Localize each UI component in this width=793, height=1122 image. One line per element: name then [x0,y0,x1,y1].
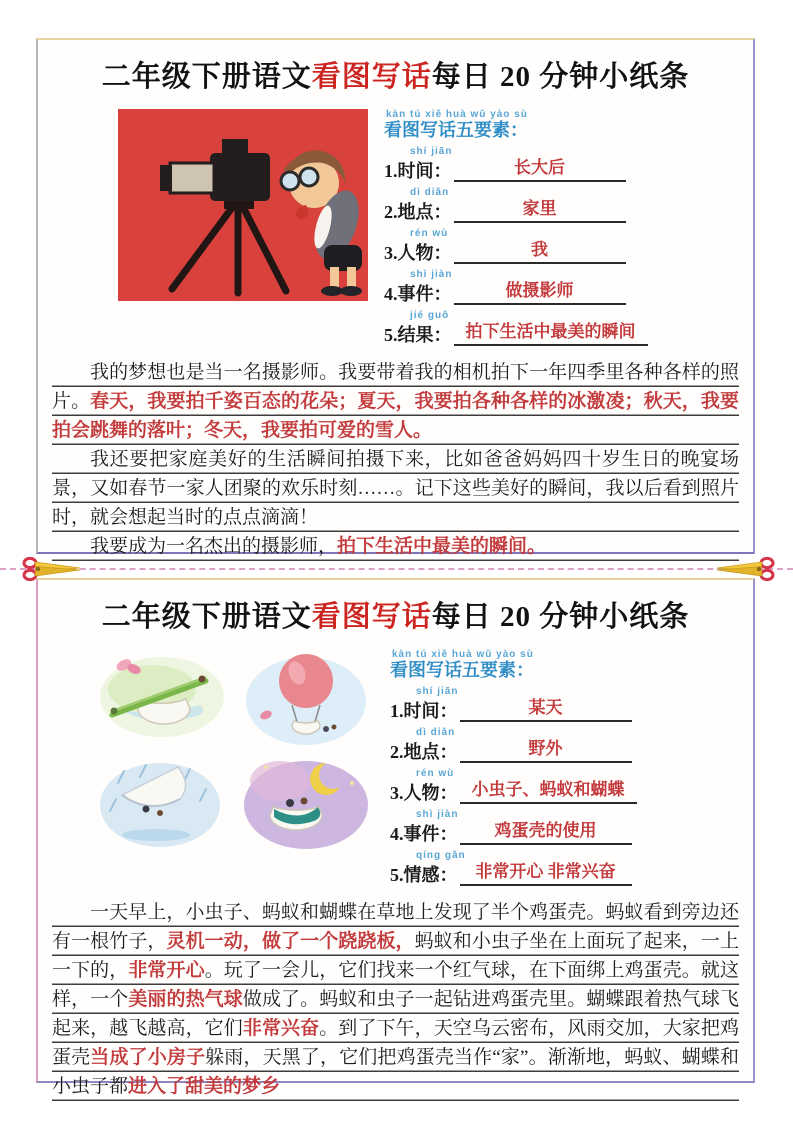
five-elements-panel [390,649,753,886]
element-value: 家里 [522,199,557,218]
body-paragraph [52,445,739,532]
element-item [390,809,735,845]
slip-title [48,54,743,95]
element-label: 5.情感： [390,865,458,885]
body-phrase: 我的梦想也是当一名摄影师。我要带着我的相机拍下一年四季里各种各样的照片。 [52,362,739,412]
title-highlight: 看图写话 [311,61,432,93]
highlighted-phrase: 当成了小房子 [90,1047,206,1068]
element-label: 5.结果： [384,325,452,345]
body-paragraph [52,898,739,1101]
header-text: 看图写话五要素： [390,660,534,680]
element-value-underline [460,779,637,804]
element-value-underline [454,198,626,223]
element-item [390,768,735,804]
title-pre: 二年级下册语文 [101,601,312,633]
title-post: 每日 20 分钟小纸条 [431,61,690,93]
composition-text [52,898,739,1101]
element-pinyin: shì jiàn [416,809,459,820]
slip-content-row [38,109,753,346]
element-value-underline [454,157,626,182]
photographer-image [118,109,368,301]
element-pinyin: rén wù [416,768,455,779]
body-phrase: 躲雨，天黑了，它们把鸡蛋壳当作“家”。渐渐地，蚂蚁、蝴蝶和小虫子都 [52,1047,739,1097]
header-pinyin: kàn tú xiě huà wǔ yào sù [386,109,528,120]
element-value: 鸡蛋壳的使用 [494,821,597,840]
element-value-underline [454,239,626,264]
element-pinyin: shí jiān [416,686,459,697]
element-pinyin: jié guǒ [410,310,450,321]
elements-list [384,146,735,346]
panel-night [244,761,368,849]
highlighted-phrase: 美丽的热气球 [128,989,243,1010]
panel-balloon [246,654,366,745]
element-value-underline [454,280,626,305]
title-post: 每日 20 分钟小纸条 [431,601,690,633]
five-elements-panel [384,109,753,346]
highlighted-phrase: 非常兴奋 [242,1018,320,1039]
element-value-underline [460,861,632,886]
element-value-underline [460,820,632,845]
header-text: 看图写话五要素： [384,120,528,140]
header-pinyin: kàn tú xiě huà wǔ yào sù [392,649,534,660]
element-item [390,686,735,722]
element-value: 我 [531,240,548,259]
element-item [384,269,735,305]
element-item [384,310,735,346]
slip-content-row [38,649,753,886]
photographer-illustration [118,109,368,301]
element-label: 4.事件： [384,284,452,304]
slip-title [48,594,743,635]
element-label: 1.时间： [390,701,458,721]
element-value: 某天 [528,698,563,717]
element-label: 2.地点： [390,742,458,762]
element-label: 4.事件： [390,824,458,844]
element-value: 长大后 [514,158,565,177]
highlighted-phrase: 拍下生活中最美的瞬间。 [337,536,547,557]
element-pinyin: dì diǎn [416,727,456,738]
title-pre: 二年级下册语文 [101,61,312,93]
element-label: 2.地点： [384,202,452,222]
element-pinyin: rén wù [410,228,449,239]
element-value-underline [454,321,648,346]
body-phrase: 我要成为一名杰出的摄影师， [90,536,338,557]
title-highlight: 看图写话 [311,601,432,633]
element-pinyin: shí jiān [410,146,453,157]
worksheet-slip-2 [36,578,755,1097]
body-phrase: 。玩了一会儿，它们找来一个红气球，在下面绑上鸡蛋壳。就这样，一个 [52,960,739,1010]
highlighted-phrase: 进入了甜美的梦乡 [128,1076,281,1097]
element-item [384,228,735,264]
element-value-underline [460,697,632,722]
body-phrase: 做成了。蚂蚁和虫子一起钻进鸡蛋壳里。蝴蝶跟着热气球飞起来，越飞越高，它们 [52,989,739,1039]
element-value-underline [460,738,632,763]
panel-seesaw [100,657,224,737]
story-pictures-grid [94,649,374,855]
worksheet-slip-1 [36,38,755,557]
eggshell-story-image [94,649,374,855]
highlighted-phrase: 非常开心 [128,960,205,981]
element-pinyin: dì diǎn [410,187,450,198]
five-elements-header [390,649,735,681]
five-elements-header [384,109,735,141]
element-pinyin: shì jiàn [410,269,453,280]
composition-text [52,358,739,561]
body-paragraph [52,358,739,445]
element-label: 3.人物： [390,783,458,803]
element-item [384,187,735,223]
element-item [390,727,735,763]
element-pinyin: qíng gǎn [416,850,466,861]
body-phrase: 蚂蚁和小虫子坐在上面玩了起来，一上一下的， [52,931,739,981]
highlighted-phrase: 春天，我要拍千姿百态的花朵；夏天，我要拍各种各样的冰激凌；秋天，我要拍会跳舞的落叶；冬天，我要拍可爱的雪人。 [52,391,739,441]
element-value: 小虫子、蚂蚁和蝴蝶 [471,780,625,799]
dashed-cut-line [0,568,793,570]
element-value: 拍下生活中最美的瞬间 [465,322,636,341]
body-phrase: 一天早上，小虫子、蚂蚁和蝴蝶在草地上发现了半个鸡蛋壳。蚂蚁看到旁边还有一根竹子， [52,902,739,952]
elements-list [390,686,735,886]
body-phrase: 。到了下午，天空乌云密布，风雨交加，大家把鸡蛋壳 [52,1018,739,1068]
panel-rain-shelter [100,763,220,847]
body-phrase: 我还要把家庭美好的生活瞬间拍摄下来，比如爸爸妈妈四十岁生日的晚宴场景，又如春节一家人团聚的欢乐时刻……。记下这些美好的瞬间，我以后看到照片时，就会想起当时的点点滴滴！ [52,449,739,528]
element-value: 非常开心 非常兴奋 [475,862,616,881]
element-label: 3.人物： [384,243,452,263]
element-item [384,146,735,182]
highlighted-phrase: 灵机一动，做了一个跷跷板， [166,931,415,952]
element-value: 野外 [528,739,563,758]
element-label: 1.时间： [384,161,452,181]
element-item [390,850,735,886]
element-value: 做摄影师 [505,281,574,300]
